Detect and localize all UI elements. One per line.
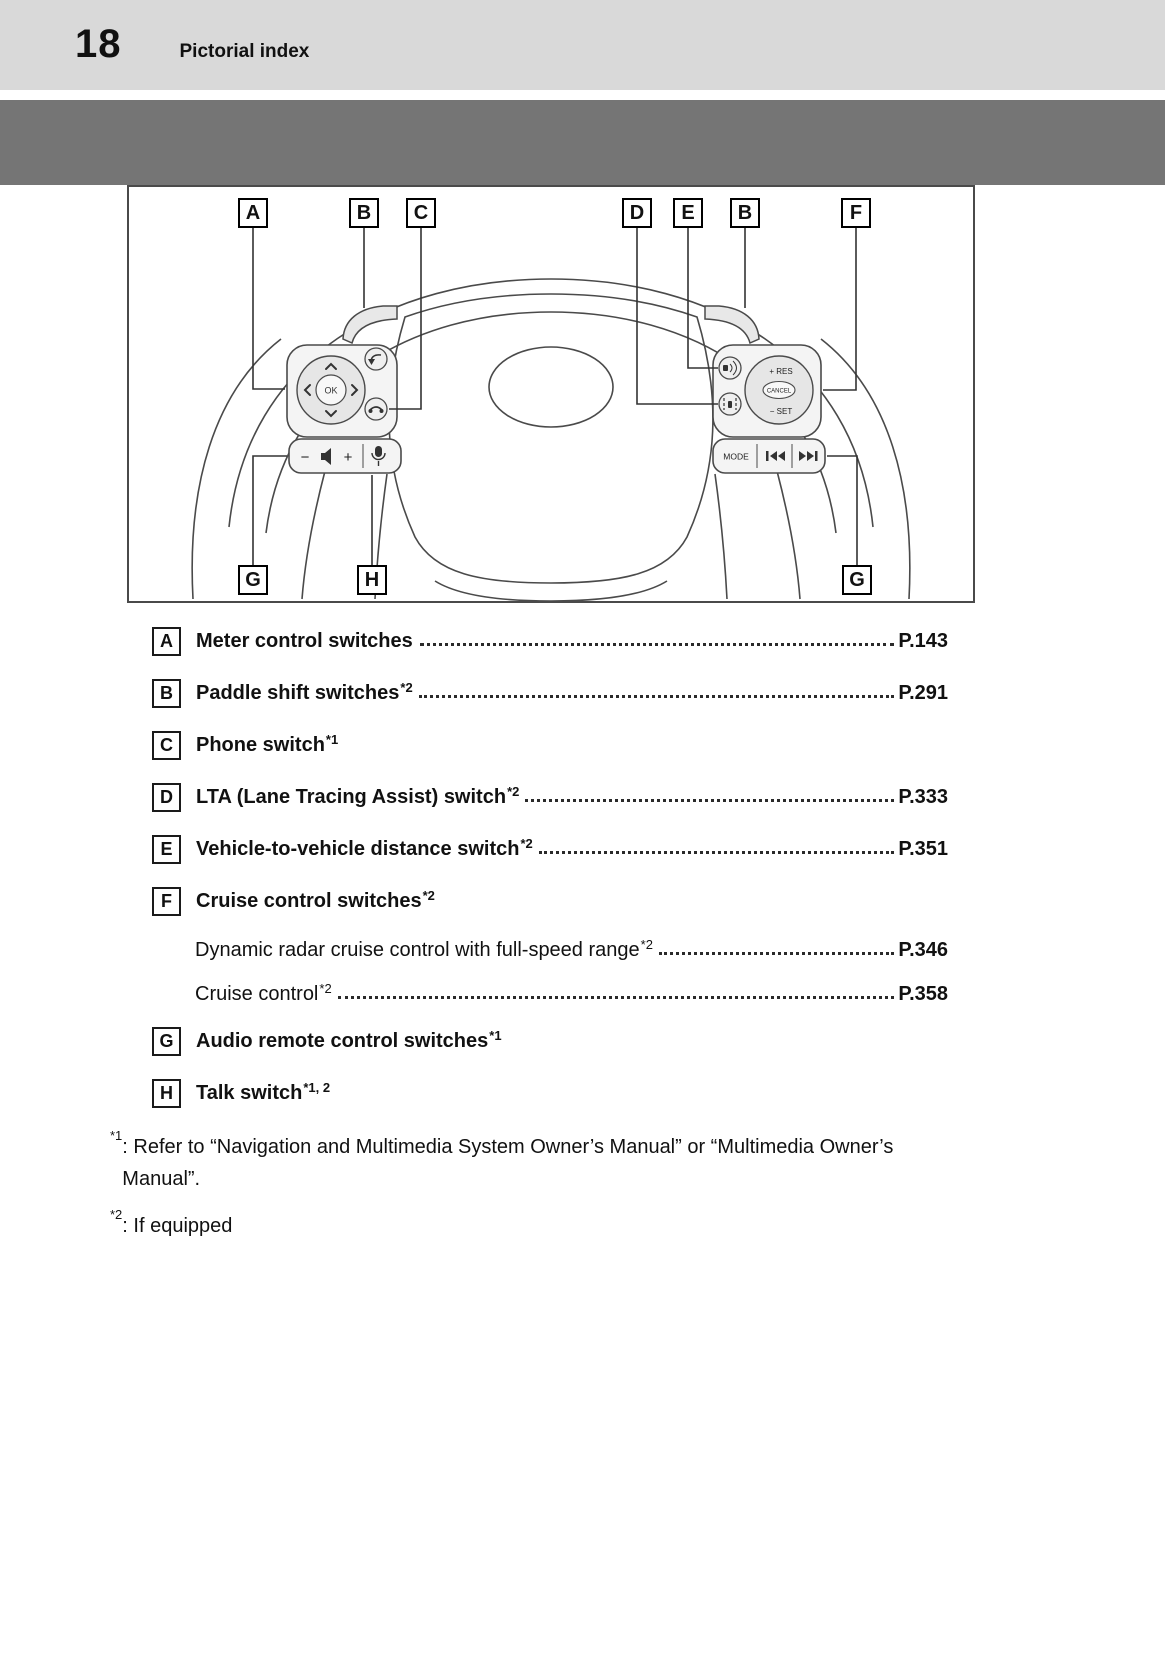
mode-switches [713, 439, 825, 473]
page-number: 18 [75, 22, 122, 66]
item-title: Cruise control switches [196, 890, 422, 912]
index-item-audio-remote [152, 1027, 948, 1056]
res-label: + RES [769, 367, 793, 376]
callout-f: F [841, 198, 871, 228]
item-label: C [152, 731, 181, 760]
set-label: − SET [769, 407, 793, 416]
item-footnote-ref: *2 [400, 680, 413, 695]
index-item-meter-control [152, 627, 948, 656]
item-title: Vehicle-to-vehicle distance switch [196, 838, 520, 860]
item-title: Paddle shift switches [196, 682, 400, 704]
callout-g-left: G [238, 565, 268, 595]
footnote-1 [110, 1128, 955, 1195]
phone-switch-icon [365, 398, 387, 420]
cancel-label: CANCEL [766, 388, 792, 395]
lane-car-icon [728, 401, 732, 408]
callout-b-right: B [730, 198, 760, 228]
item-title: Phone switch [196, 734, 325, 756]
volume-plus-label: + [343, 449, 353, 466]
item-label: H [152, 1079, 181, 1108]
callout-d: D [622, 198, 652, 228]
distance-switch-icon [719, 357, 741, 379]
callout-h: H [357, 565, 387, 595]
pictorial-index-list [152, 627, 948, 1108]
section-title: Pictorial index [179, 41, 310, 62]
item-footnote-ref: *2 [319, 981, 332, 996]
leader-dots [659, 952, 894, 955]
subitem-title: Dynamic radar cruise control with full-speed range [195, 939, 640, 961]
index-item-lta-switch [152, 783, 948, 812]
item-label: G [152, 1027, 181, 1056]
footnote-marker: *1 [110, 1128, 123, 1143]
page-ref: P.358 [898, 983, 948, 1005]
paddle-shifter-left-icon [343, 306, 397, 343]
subitem-dynamic-radar-cruise [195, 939, 948, 962]
page-ref: P.333 [898, 786, 948, 808]
phone-handset-end-icon [369, 409, 373, 413]
footnotes [110, 1128, 955, 1242]
callout-e: E [673, 198, 703, 228]
steering-wheel-diagram [127, 185, 975, 603]
page-ref: P.346 [898, 939, 948, 961]
subitem-title: Cruise control [195, 983, 319, 1005]
item-footnote-ref: *2 [507, 784, 520, 799]
meter-control-switches [287, 345, 397, 437]
page-ref: P.351 [898, 838, 948, 860]
item-footnote-ref: *2 [422, 888, 435, 903]
page-ref: P.143 [898, 630, 948, 652]
subitem-cruise-control [195, 983, 948, 1006]
steering-emblem [489, 347, 613, 427]
footnote-text: : Refer to “Navigation and Multimedia System Owner’s Manual” or “Multimedia Owner’s Manual”. [122, 1136, 894, 1190]
car-icon [723, 365, 728, 371]
leader-dots [420, 643, 895, 646]
leader-dots [539, 851, 895, 854]
leader-dots [338, 996, 895, 999]
item-label: D [152, 783, 181, 812]
ok-button-label: OK [324, 385, 338, 396]
item-label: F [152, 887, 181, 916]
page-ref: P.291 [898, 682, 948, 704]
index-item-paddle-shift [152, 679, 948, 708]
callout-a: A [238, 198, 268, 228]
item-footnote-ref: *1, 2 [303, 1080, 331, 1095]
footnote-2 [110, 1207, 955, 1242]
item-title: Talk switch [196, 1082, 303, 1104]
item-title: Meter control switches [196, 630, 413, 652]
index-item-phone-switch [152, 731, 948, 760]
volume-minus-label: − [300, 449, 310, 466]
chapter-band [0, 100, 1165, 185]
index-item-talk-switch [152, 1079, 948, 1108]
cruise-control-switches [713, 345, 821, 437]
paddle-shifter-right-icon [705, 306, 759, 343]
callout-b-left: B [349, 198, 379, 228]
callout-g-right: G [842, 565, 872, 595]
callout-c: C [406, 198, 436, 228]
item-footnote-ref: *1 [325, 732, 339, 747]
steering-wheel-illustration [129, 187, 973, 601]
page-header [0, 0, 1165, 90]
item-label: B [152, 679, 181, 708]
leader-dots [525, 799, 894, 802]
footnote-marker: *2 [110, 1207, 123, 1222]
index-item-distance-switch [152, 835, 948, 864]
index-item-cruise-control [152, 887, 948, 916]
item-title: LTA (Lane Tracing Assist) switch [196, 786, 507, 808]
item-label: A [152, 627, 181, 656]
item-footnote-ref: *1 [489, 1028, 502, 1043]
mode-label: MODE [723, 451, 749, 462]
item-title: Audio remote control switches [196, 1030, 489, 1052]
item-footnote-ref: *2 [640, 937, 653, 952]
audio-control-switches [289, 439, 401, 473]
item-label: E [152, 835, 181, 864]
item-footnote-ref: *2 [520, 836, 533, 851]
footnote-text: : If equipped [122, 1215, 233, 1237]
phone-handset-end-icon [380, 409, 384, 413]
leader-dots [419, 695, 895, 698]
